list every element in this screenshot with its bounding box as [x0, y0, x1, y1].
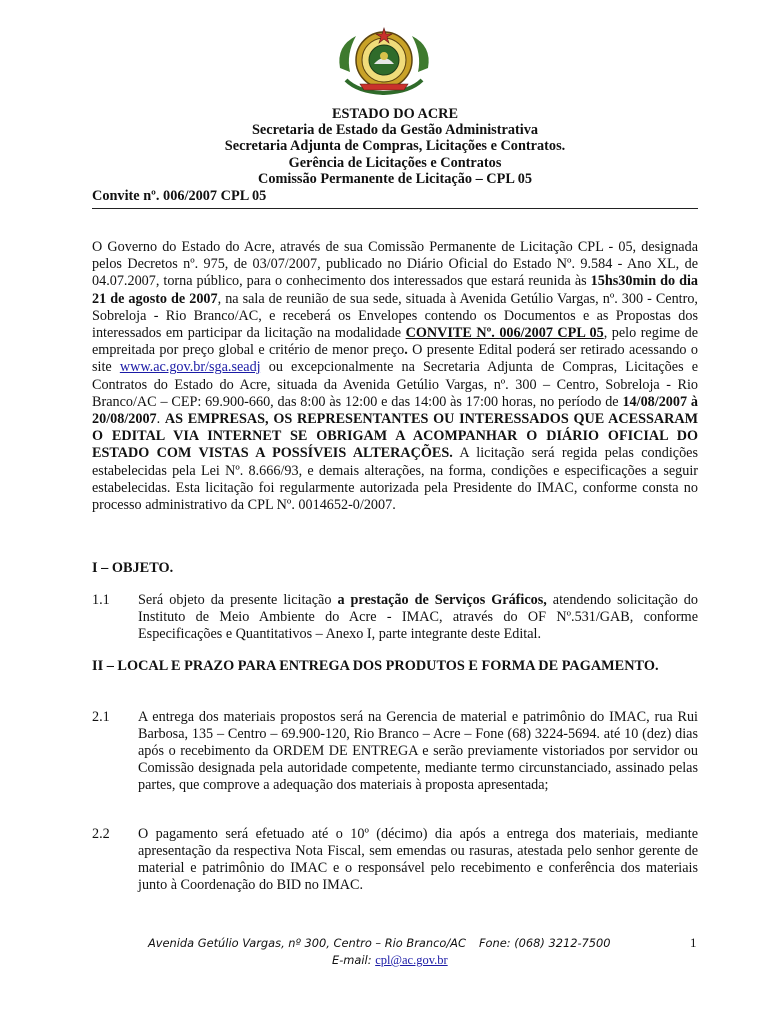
footer-email-label: E-mail: [332, 953, 372, 967]
item-number: 2.2 [92, 826, 110, 842]
comissao-name: Comissão Permanente de Licitação – CPL 05 [258, 170, 532, 187]
edital-site-link[interactable]: www.ac.gov.br/sga.seadj [119, 359, 261, 376]
secretaria-name: Secretaria de Estado da Gestão Administrativa [251, 122, 539, 139]
item-number: 1.1 [92, 592, 110, 608]
intro-paragraph: O Governo do Estado do Acre, através de sua Comissão Permanente de Licitação CPL - 05, designada pelos Decretos nº. 975, de 03/07/2007, publicado no Diário Oficial do Estado Nº. 9.584 - Ano XL, de 04.07.2007, torna público, para o conhecimento dos interessados que estará reunida às 15hs30min do dia 21 de agosto de 2007, na sala de reunião de sua sede, situada à Avenida Getúlio Vargas, nº. 300 - Centro, Sobreloja - Rio Branco/AC, e receberá os Envelopes contendo os Documentos e as Propostas dos interessados em participar da licitação na modalidade CONVITE Nº. 006/2007 CPL 05, pelo regime de empreitada por preço global e critério de menor preço. O presente Edital poderá ser retirado acessando o site www.ac.gov.br/sga.seadj ou excepcionalmente na Secretaria Adjunta de Compras, Licitações e Contratos do Estado do Acre, situada da Avenida Getúlio Vargas, nº. 300 – Centro, Sobreloja - Rio Branco/AC – CEP: 69.900-660, das 8:00 às 12:00 e das 14:00 às 17:00 horas, no período de 14/08/2007 à 20/08/2007. AS EMPRESAS, OS REPRESENTANTES OU INTERESSADOS QUE ACESSARAM O EDITAL VIA INTERNET SE OBRIGAM A ACOMPANHAR O DIÁRIO OFICIAL DO ESTADO COM VISTAS A POSSÍVEIS ALTERAÇÕES. A licitação será regida pelas condições estabelecidas pela Lei Nº. 8.666/93, e demais alterações, na forma, condições e especificações a seguir estabelecidas. Esta licitação foi regularmente autorizada pela Presidente do IMAC, conforme consta no processo administrativo da CPL Nº. 0014652-0/2007. [92, 239, 699, 514]
state-coat-of-arms-seal [332, 26, 436, 96]
footer-email-line [332, 953, 448, 968]
item-number: 2.1 [92, 709, 110, 725]
document-header [92, 106, 698, 187]
secretaria-adjunta-name: Secretaria Adjunta de Compras, Licitações e Contratos. [224, 138, 566, 155]
footer-address: Avenida Getúlio Vargas, nº 300, Centro – Rio Branco/AC [148, 936, 466, 950]
item-text: O pagamento será efetuado até o 10º (décimo) dia após a entrega dos materiais, mediante apresentação da respectiva Nota Fiscal, sem emendas ou rasuras, atestada pelo senhor gerente de material e patrimônio do IMAC e o responsável pelo recebimento e conferência dos materiais junto à Coordenação do BID no IMAC. [138, 826, 698, 893]
gerencia-name: Gerência de Licitações e Contratos [288, 154, 502, 171]
footer-email-link[interactable]: cpl@ac.gov.br [375, 953, 448, 967]
convite-number: Convite nº. 006/2007 CPL 05 [92, 188, 698, 209]
footer-phone: Fone: (068) 3212-7500 [479, 936, 611, 950]
item-text: Será objeto da presente licitação a prestação de Serviços Gráficos, atendendo solicitação do Instituto de Meio Ambiente do Acre - IMAC, através do OF Nº.531/GAB, conforme Especificações e Quantitativos – Anexo I, parte integrante deste Edital. [138, 592, 698, 642]
section-title-local-prazo: II – LOCAL E PRAZO PARA ENTREGA DOS PRODUTOS E FORMA DE PAGAMENTO. [92, 658, 659, 674]
section-title-objeto: I – OBJETO. [92, 560, 174, 576]
state-name: ESTADO DO ACRE [331, 106, 459, 122]
page-number: 1 [690, 935, 697, 950]
item-text: A entrega dos materiais propostos será na Gerencia de material e patrimônio do IMAC, rua Rui Barbosa, 135 – Centro – 69.900-120, Rio Branco – Acre – Fone (68) 3224-5694. até 10 (dez) dias após o recebimento da ORDEM DE ENTREGA e serão previamente vistoriados por servidor ou Comissão designada pela autoridade competente, mediante termo circunstanciado, assinado pelas partes, que comprove a adequação dos materiais à proposta apresentada; [138, 709, 698, 793]
